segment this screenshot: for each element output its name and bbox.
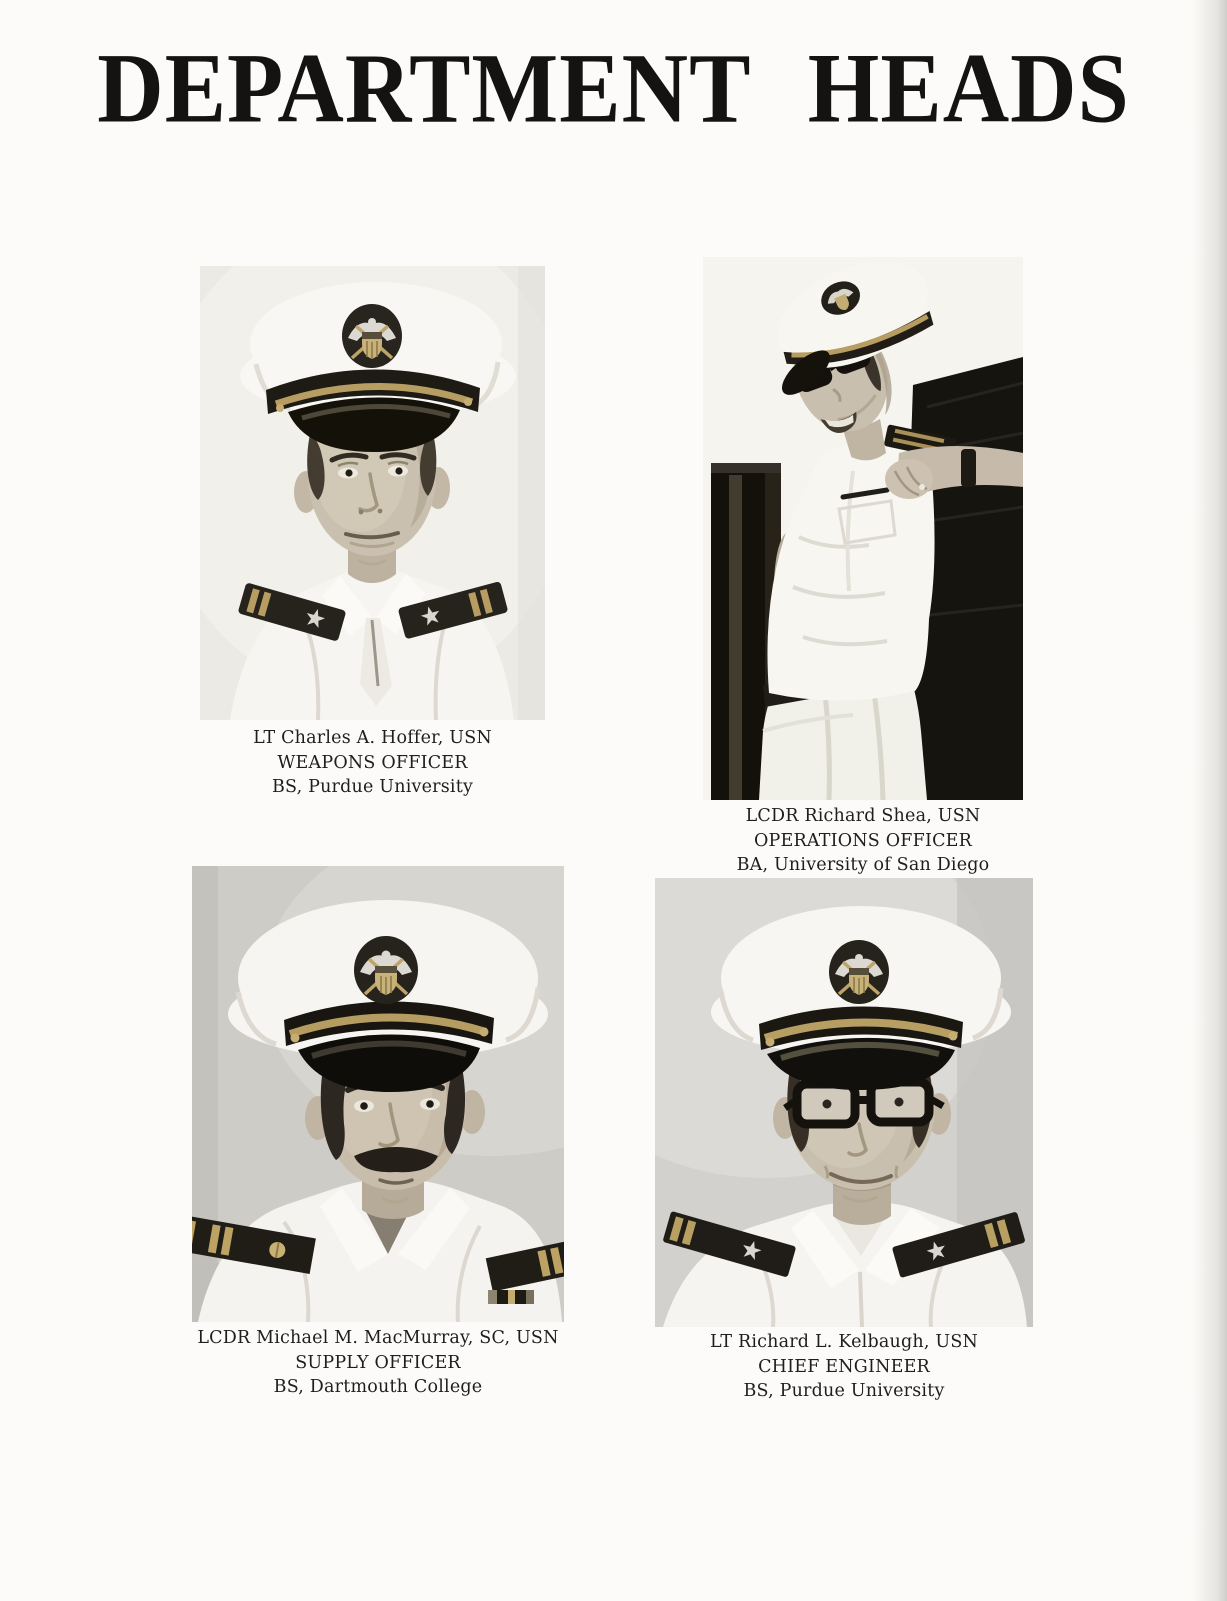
ribbon-bar [488,1290,534,1304]
officer-role: OPERATIONS OFFICER [753,830,973,851]
officer-education: BS, Dartmouth College [273,1377,483,1397]
page-header [0,32,1227,144]
officer-name: LCDR Michael M. MacMurray, SC, USN [197,1328,559,1348]
officer-name: LCDR Richard Shea, USN [745,806,981,826]
officer-role: CHIEF ENGINEER [758,1356,930,1377]
officer-name: LT Charles A. Hoffer, USN [253,728,492,748]
cap-badge-icon [354,936,418,1004]
photo-kelbaugh [655,878,1033,1327]
officer-name: LT Richard L. Kelbaugh, USN [709,1332,979,1352]
page-title: DEPARTMENT HEADS [97,32,1130,144]
photo-macmurray-illustration [192,866,564,1322]
photo-hoffer-illustration [200,266,545,720]
officer-role: WEAPONS OFFICER [277,752,468,773]
photo-kelbaugh-illustration [655,878,1033,1327]
caption-macmurray [162,1326,594,1400]
cap-badge-icon [342,304,402,368]
hand [885,459,933,499]
photo-macmurray [192,866,564,1322]
officer-role: SUPPLY OFFICER [295,1352,461,1373]
photo-shea-illustration [703,257,1023,800]
photo-shea [703,257,1023,800]
caption-shea [678,804,1048,878]
caption-kelbaugh [655,1330,1033,1404]
cap-badge-icon [829,940,889,1004]
ring [919,484,925,490]
wristwatch [961,449,976,487]
officer-education: BA, University of San Diego [736,855,990,875]
officer-education: BS, Purdue University [743,1381,945,1401]
caption-hoffer [200,726,545,800]
officer-education: BS, Purdue University [271,777,474,797]
photo-hoffer [200,266,545,720]
